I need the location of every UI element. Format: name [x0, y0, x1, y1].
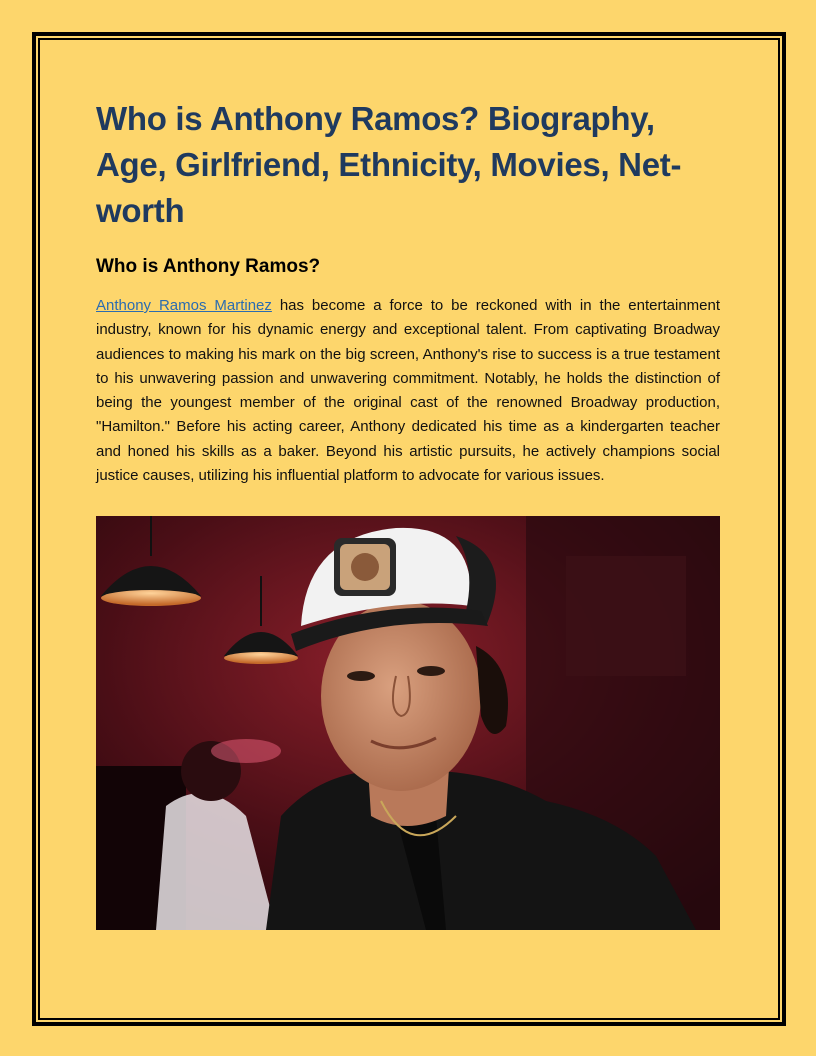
intro-paragraph-text: has become a force to be reckoned with in the entertainment industry, known for his dynamic energy and exceptional talent. From captivating Broadway audiences to making his mark on the big screen, Anthony's rise to success is a true testament to his unwavering passion and unwavering commitment. Notably, he holds the distinction of being the youngest member of the original cast of the renowned Broadway production, "Hamilton." Before his acting career, Anthony dedicated his time as a kindergarten teacher and honed his skills as a baker. Beyond his artistic pursuits, he actively champions social justice causes, utilizing his influential platform to advocate for various issues. [96, 297, 721, 485]
anthony-ramos-link[interactable]: Anthony Ramos Martinez [96, 297, 272, 314]
article [96, 96, 720, 488]
section-heading: Who is Anthony Ramos? [96, 256, 321, 277]
intro-paragraph [96, 294, 720, 488]
page-title: Who is Anthony Ramos? Biography, Age, Girlfriend, Ethnicity, Movies, Net-worth [96, 100, 682, 229]
portrait-photo [96, 516, 720, 930]
